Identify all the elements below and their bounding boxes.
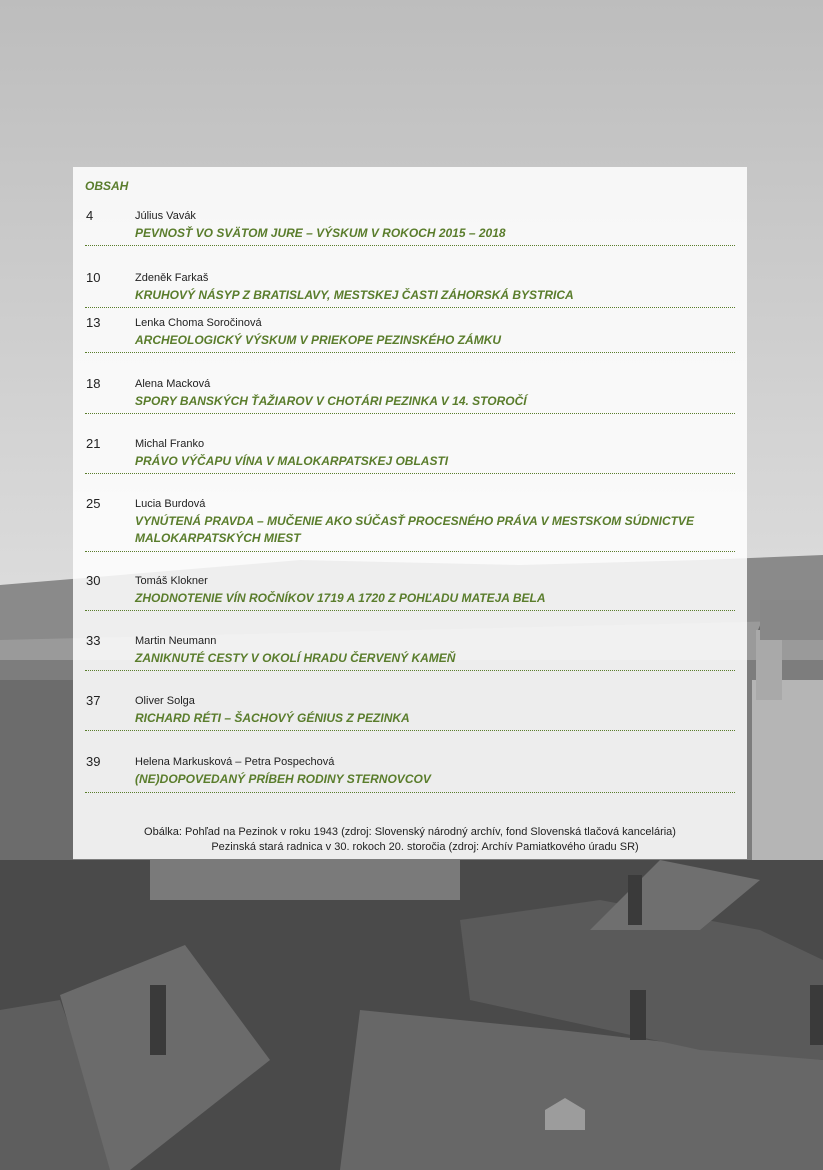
page-number: 4 bbox=[86, 208, 94, 223]
page-number: 21 bbox=[86, 436, 101, 451]
article-title: PEVNOSŤ VO SVÄTOM JURE – VÝSKUM V ROKOCH 2015 – 2018 bbox=[135, 226, 506, 240]
article-title: ZHODNOTENIE VÍN ROČNÍKOV 1719 A 1720 Z POHĽADU MATEJA BELA bbox=[135, 591, 546, 605]
author-name: Zdeněk Farkaš bbox=[135, 272, 209, 284]
page-number: 39 bbox=[86, 754, 101, 769]
author-name: Július Vavák bbox=[135, 210, 196, 222]
article-title: SPORY BANSKÝCH ŤAŽIAROV V CHOTÁRI PEZINKA V 14. STOROČÍ bbox=[135, 394, 527, 408]
article-title: ARCHEOLOGICKÝ VÝSKUM V PRIEKOPE PEZINSKÉHO ZÁMKU bbox=[135, 333, 502, 347]
dotted-separator bbox=[85, 610, 735, 611]
caption-line: Obálka: Pohľad na Pezinok v roku 1943 (zdroj: Slovenský národný archív, fond Slovenská tlačová kancelária) bbox=[144, 826, 676, 838]
cover-caption bbox=[73, 825, 747, 855]
dotted-separator bbox=[85, 245, 735, 246]
dotted-separator bbox=[85, 307, 735, 308]
author-name: Michal Franko bbox=[135, 438, 205, 450]
dotted-separator bbox=[85, 670, 735, 671]
article-title: KRUHOVÝ NÁSYP Z BRATISLAVY, MESTSKEJ ČASTI ZÁHORSKÁ BYSTRICA bbox=[135, 288, 574, 302]
author-name: Lenka Choma Soročinová bbox=[135, 317, 262, 329]
author-name: Tomáš Klokner bbox=[135, 575, 208, 587]
page-number: 18 bbox=[86, 376, 101, 391]
author-name: Helena Markusková – Petra Pospechová bbox=[135, 756, 335, 768]
page-number: 25 bbox=[86, 496, 101, 511]
article-title: (NE)DOPOVEDANÝ PRÍBEH RODINY STERNOVCOV bbox=[135, 772, 431, 786]
contents-heading: OBSAH bbox=[85, 179, 129, 193]
page-number: 30 bbox=[86, 573, 101, 588]
contents-panel bbox=[73, 167, 747, 859]
dotted-separator bbox=[85, 730, 735, 731]
article-title: PRÁVO VÝČAPU VÍNA V MALOKARPATSKEJ OBLASTI bbox=[135, 454, 449, 468]
dotted-separator bbox=[85, 792, 735, 793]
author-name: Alena Macková bbox=[135, 378, 211, 390]
article-title: ZANIKNUTÉ CESTY V OKOLÍ HRADU ČERVENÝ KAMEŇ bbox=[135, 651, 456, 665]
dotted-separator bbox=[85, 413, 735, 414]
dotted-separator bbox=[85, 551, 735, 552]
page-number: 33 bbox=[86, 633, 101, 648]
dotted-separator bbox=[85, 473, 735, 474]
page-number: 10 bbox=[86, 270, 101, 285]
author-name: Lucia Burdová bbox=[135, 498, 206, 510]
author-name: Martin Neumann bbox=[135, 635, 217, 647]
caption-line: Pezinská stará radnica v 30. rokoch 20. storočia (zdroj: Archív Pamiatkového úradu SR) bbox=[211, 841, 639, 853]
article-title: RICHARD RÉTI – ŠACHOVÝ GÉNIUS Z PEZINKA bbox=[135, 711, 410, 725]
author-name: Oliver Solga bbox=[135, 695, 195, 707]
page-number: 13 bbox=[86, 315, 101, 330]
page-number: 37 bbox=[86, 693, 101, 708]
dotted-separator bbox=[85, 352, 735, 353]
article-title: VYNÚTENÁ PRAVDA – MUČENIE AKO SÚČASŤ PROCESNÉHO PRÁVA V MESTSKOM SÚDNICTVE MALOKARPATSKÝCH MIEST bbox=[135, 514, 694, 545]
